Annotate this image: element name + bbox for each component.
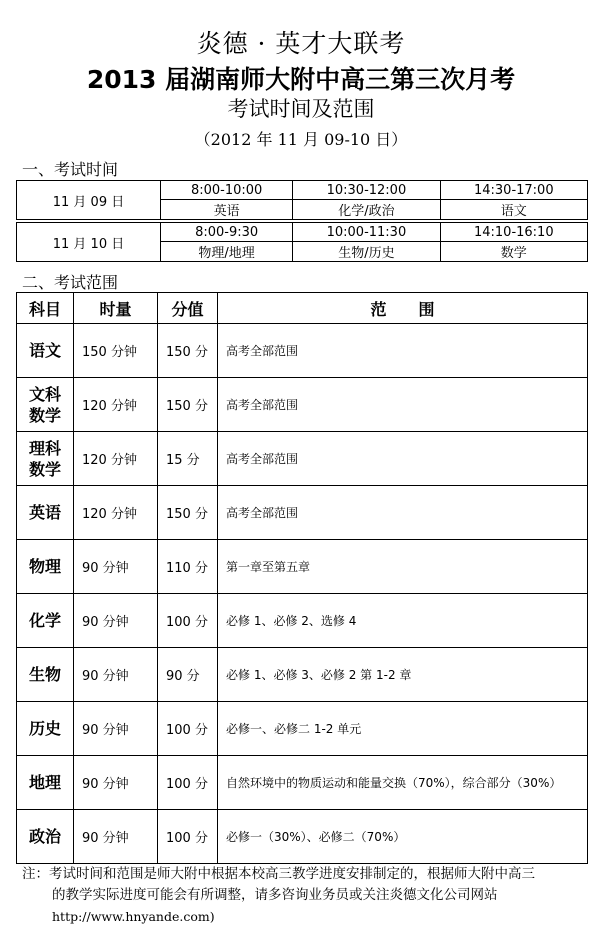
slot-subject: 生物/历史 [293, 242, 440, 262]
table-row [17, 810, 588, 864]
score: 15 分 [158, 432, 218, 486]
slot-time: 8:00-10:00 [161, 181, 293, 200]
duration: 90 分钟 [74, 648, 158, 702]
header-line1: 炎德 · 英才大联考 [196, 29, 406, 58]
table-row [17, 540, 588, 594]
score: 100 分 [158, 702, 218, 756]
slot-subject: 英语 [161, 200, 293, 220]
duration: 120 分钟 [74, 486, 158, 540]
page-title: 2013 届湖南师大附中高三第三次月考 [86, 65, 516, 94]
date-range: （2012 年 11 月 09-10 日） [194, 130, 408, 149]
scope: 高考全部范围 [218, 432, 588, 486]
time-row [17, 223, 588, 242]
subject: 文科数学 [17, 378, 74, 432]
schedule-table [16, 180, 588, 262]
score: 110 分 [158, 540, 218, 594]
header-row [17, 293, 588, 324]
scope: 高考全部范围 [218, 324, 588, 378]
score: 100 分 [158, 810, 218, 864]
duration: 120 分钟 [74, 432, 158, 486]
table-row [17, 648, 588, 702]
table-row [17, 486, 588, 540]
score: 150 分 [158, 486, 218, 540]
col-header: 时量 [74, 293, 158, 324]
table-row [17, 756, 588, 810]
scope: 第一章至第五章 [218, 540, 588, 594]
website-link[interactable]: http://www.hnyande.com) [52, 909, 215, 924]
duration: 90 分钟 [74, 756, 158, 810]
slot-time: 8:00-9:30 [161, 223, 293, 242]
slot-time: 10:30-12:00 [293, 181, 440, 200]
scope: 必修一、必修二 1-2 单元 [218, 702, 588, 756]
scope: 自然环境中的物质运动和能量交换（70%），综合部分（30%） [218, 756, 588, 810]
subject: 理科数学 [17, 432, 74, 486]
score: 150 分 [158, 378, 218, 432]
exam-date: 11 月 09 日 [17, 181, 161, 220]
slot-subject: 语文 [440, 200, 587, 220]
slot-subject: 化学/政治 [293, 200, 440, 220]
subject: 生物 [17, 648, 74, 702]
score: 100 分 [158, 594, 218, 648]
table-row [17, 432, 588, 486]
col-header: 分值 [158, 293, 218, 324]
table-row [17, 324, 588, 378]
subtitle: 考试时间及范围 [227, 97, 375, 121]
note-line: 注：考试时间和范围是师大附中根据本校高三教学进度安排制定的，根据师大附中高三 [22, 866, 535, 882]
col-header: 科目 [17, 293, 74, 324]
subject: 化学 [17, 594, 74, 648]
time-row [17, 181, 588, 200]
scope: 必修 1、必修 2、选修 4 [218, 594, 588, 648]
scope: 必修 1、必修 3、必修 2 第 1-2 章 [218, 648, 588, 702]
exam-date: 11 月 10 日 [17, 223, 161, 262]
subject: 英语 [17, 486, 74, 540]
duration: 150 分钟 [74, 324, 158, 378]
slot-time: 10:00-11:30 [293, 223, 440, 242]
subject: 地理 [17, 756, 74, 810]
section1-title: 一、考试时间 [22, 160, 119, 179]
scope-table [16, 292, 588, 864]
col-header: 范 围 [218, 293, 588, 324]
table-row [17, 594, 588, 648]
note [22, 864, 587, 927]
score: 90 分 [158, 648, 218, 702]
score: 150 分 [158, 324, 218, 378]
scope: 必修一（30%）、必修二（70%） [218, 810, 588, 864]
duration: 90 分钟 [74, 810, 158, 864]
subject: 政治 [17, 810, 74, 864]
subject: 历史 [17, 702, 74, 756]
note-line: 的教学实际进度可能会有所调整，请多咨询业务员或关注炎德文化公司网站 [52, 887, 498, 903]
duration: 90 分钟 [74, 540, 158, 594]
section2-title: 二、考试范围 [22, 273, 119, 292]
scope: 高考全部范围 [218, 486, 588, 540]
duration: 90 分钟 [74, 594, 158, 648]
table-row [17, 378, 588, 432]
slot-subject: 数学 [440, 242, 587, 262]
scope: 高考全部范围 [218, 378, 588, 432]
table-row [17, 702, 588, 756]
subject: 物理 [17, 540, 74, 594]
slot-time: 14:10-16:10 [440, 223, 587, 242]
duration: 90 分钟 [74, 702, 158, 756]
subject: 语文 [17, 324, 74, 378]
score: 100 分 [158, 756, 218, 810]
slot-time: 14:30-17:00 [440, 181, 587, 200]
duration: 120 分钟 [74, 378, 158, 432]
slot-subject: 物理/地理 [161, 242, 293, 262]
